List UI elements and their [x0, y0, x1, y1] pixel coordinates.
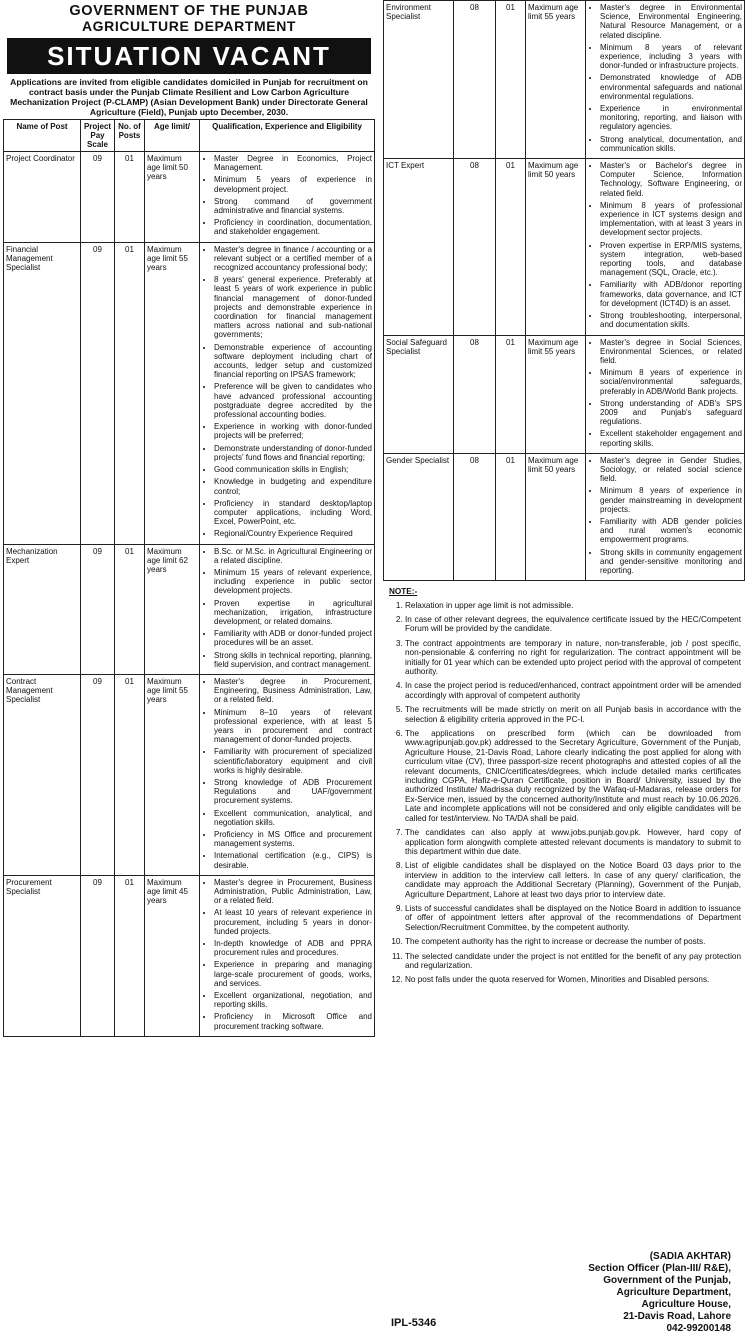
- qualification-item: • Preference will be given to candidates who have advanced professional accounting postgraduate degree accredited by the professional accounting bodies.: [214, 382, 372, 419]
- age-limit: Maximum age limit 62 years: [145, 544, 200, 674]
- qualification-item: • Master's degree in Gender Studies, Sociology, or related social science field.: [600, 456, 742, 484]
- post-count: 01: [496, 1, 526, 159]
- qualification-item: • Strong understanding of ADB's SPS 2009 and Punjab's safeguard regulations.: [600, 399, 742, 427]
- qualification-item: • Demonstrate understanding of donor-funded projects' fund flows and financial reporting;: [214, 444, 372, 462]
- qualification-list: [588, 338, 742, 448]
- age-limit: Maximum age limit 55 years: [526, 335, 586, 453]
- post-count: 01: [115, 674, 145, 875]
- signatory-name: (SADIA AKHTAR): [649, 1251, 731, 1262]
- left-column: [3, 0, 375, 1339]
- qualification-item: • Master Degree in Economics, Project Management.: [214, 154, 372, 172]
- ipl-number: IPL-5346: [391, 1317, 437, 1329]
- qualification-item: • Familiarity with ADB/donor reporting frameworks, data governance, and ICT for development (ICT4D) is an asset.: [600, 280, 742, 308]
- post-name: Contract Management Specialist: [4, 674, 81, 875]
- post-name: Gender Specialist: [384, 453, 454, 580]
- qualification-item: • Experience in preparing and managing large-scale procurement of goods, works, and services.: [214, 960, 372, 988]
- qualification-list: [202, 878, 372, 1031]
- qualification-item: • Familiarity with ADB gender policies and rural women's economic empowerment programs.: [600, 517, 742, 545]
- age-limit: Maximum age limit 50 years: [145, 152, 200, 243]
- note-item: 9. Lists of successful candidates shall be displayed on the Notice Board in addition to issuance of offer of appointment letters after approval of the recommendations of Department Selection/Recruitment Committee, by the competent authority.: [405, 904, 741, 932]
- post-name: Environment Specialist: [384, 1, 454, 159]
- qualification-item: • 8 years' general experience. Preferably at least 5 years of work experience in public financial management of donor-funded projects and demonstrable experience in coordination for financial management matters across national and sub-national governments;: [214, 275, 372, 339]
- qualification-item: • Excellent communication, analytical, and negotiation skills.: [214, 809, 372, 827]
- qualification-item: • Minimum 8 years of professional experience in ICT systems design and implementation, with at least 3 years in development sector projects.: [600, 201, 742, 238]
- col-header-qualification: Qualification, Experience and Eligibility: [200, 120, 375, 152]
- qualification-item: • Experience in environmental monitoring, reporting, and liaison with regulatory agencies.: [600, 104, 742, 132]
- qualification-list: [202, 677, 372, 870]
- table-row: [384, 335, 745, 453]
- government-title: GOVERNMENT OF THE PUNJAB: [69, 3, 309, 19]
- right-column: [383, 0, 745, 1339]
- post-count: 01: [496, 453, 526, 580]
- post-name: Mechanization Expert: [4, 544, 81, 674]
- qualification-item: • Master's degree in Social Sciences, Environmental Sciences, or related field.: [600, 338, 742, 366]
- notes-list: [387, 601, 741, 985]
- age-limit: Maximum age limit 55 years: [145, 242, 200, 544]
- post-count: 01: [115, 875, 145, 1036]
- pay-scale: 09: [81, 152, 115, 243]
- qualification-cell: [200, 674, 375, 875]
- qualification-item: • Minimum 8 years of experience in social/environmental safeguards, preferably in ADB/World Bank projects.: [600, 368, 742, 396]
- note-item: 6. The applications on prescribed form (which can be downloaded from www.agripunjab.gov.pk) addressed to the Secretary Agriculture, Government of the Punjab, Agriculture House, 21-Davis Road, Lahore clearly indicating the post applied for along with curriculum vitae (CV), three passport-size recent photographs and attested copies of all the relevant documents, CNIC/certificates/degrees, which include detailed marks certificates including CGPA, Hafiz-e-Quran Certificate, position in Board/ University, issued by the authorized Institute/ Madrissa duly recognized by the Wafaq-ul-Madaras, release orders for Ex-Service men, issued by the concerned authority/Institute and must reach by 10.06.2026. Late and incomplete applications will not be considered and only eligible candidates will be called for test/interview. No TA/DA shall be paid.: [405, 729, 741, 823]
- signatory-address: 21-Davis Road, Lahore: [623, 1311, 731, 1322]
- col-header-name: Name of Post: [4, 120, 81, 152]
- qualification-cell: [586, 159, 745, 335]
- signatory-building: Agriculture House,: [641, 1299, 731, 1310]
- qualification-item: • Proficiency in Microsoft Office and procurement tracking software.: [214, 1012, 372, 1030]
- post-name: Social Safeguard Specialist: [384, 335, 454, 453]
- qualification-item: • In-depth knowledge of ADB and PPRA procurement rules and procedures.: [214, 939, 372, 957]
- qualification-cell: [586, 335, 745, 453]
- qualification-item: • Knowledge in budgeting and expenditure control;: [214, 477, 372, 495]
- qualification-cell: [200, 242, 375, 544]
- qualification-list: [588, 161, 742, 329]
- qualification-cell: [200, 875, 375, 1036]
- post-name: Procurement Specialist: [4, 875, 81, 1036]
- posts-table-left: [3, 119, 375, 1037]
- signatory-phone: 042-99200148: [666, 1323, 731, 1334]
- qualification-item: • B.Sc. or M.Sc. in Agricultural Engineering or a related discipline.: [214, 547, 372, 565]
- note-item: 10. The competent authority has the right to increase or decrease the number of posts.: [405, 937, 741, 946]
- qualification-item: • Proven expertise in ERP/MIS systems, system integration, web-based reporting tools, and database management (SQL, Oracle, etc.).: [600, 241, 742, 278]
- qualification-list: [202, 547, 372, 669]
- notes-title: NOTE:-: [389, 587, 418, 597]
- post-count: 01: [496, 159, 526, 335]
- qualification-item: • Proficiency in coordination, documentation, and stakeholder engagement.: [214, 218, 372, 236]
- signatory-department: Agriculture Department,: [616, 1287, 731, 1298]
- intro-text: Applications are invited from eligible candidates domiciled in Punjab for recruitment on contract basis under the Punjab Climate Resilient and Low Carbon Agriculture Mechanization Project (P-CLAMP) (Asian Development Bank) under Directorate General Agriculture (Field), Punjab upto December, 2030.: [10, 77, 368, 117]
- qualification-item: • At least 10 years of relevant experience in procurement, including 5 years in donor-funded projects.: [214, 908, 372, 936]
- situation-vacant-banner: SITUATION VACANT: [7, 38, 371, 74]
- table-row: [384, 159, 745, 335]
- qualification-list: [202, 154, 372, 237]
- age-limit: Maximum age limit 55 years: [145, 674, 200, 875]
- qualification-item: • Excellent organizational, negotiation, and reporting skills.: [214, 991, 372, 1009]
- qualification-item: • Demonstrated knowledge of ADB environmental safeguards and national environmental regulations.: [600, 73, 742, 101]
- note-item: 7. The candidates can also apply at www.jobs.punjab.gov.pk. However, hard copy of application form alongwith complete attested relevant documents is mandatory to submit to this department within due date.: [405, 828, 741, 856]
- note-item: 4. In case the project period is reduced/enhanced, contract appointment order will be amended accordingly with approval of competent authority: [405, 681, 741, 700]
- qualification-list: [202, 245, 372, 539]
- signatory-designation: Section Officer (Plan-III/ R&E),: [588, 1263, 731, 1274]
- age-limit: Maximum age limit 50 years: [526, 159, 586, 335]
- post-count: 01: [496, 335, 526, 453]
- post-name: ICT Expert: [384, 159, 454, 335]
- note-item: 2. In case of other relevant degrees, the equivalence certificate issued by the HEC/Competent Forum will be provided by the candidate.: [405, 615, 741, 634]
- qualification-list: [588, 3, 742, 153]
- qualification-list: [588, 456, 742, 575]
- note-item: 5. The recruitments will be made strictly on merit on all Punjab basis in accordance with the selection & eligibility criteria approved in the PC-I.: [405, 705, 741, 724]
- note-item: 12. No post falls under the quota reserved for Women, Minorities and Disabled persons.: [405, 975, 741, 984]
- qualification-item: • Minimum 8 years of experience in gender mainstreaming in development projects.: [600, 486, 742, 514]
- col-header-age: Age limit/: [145, 120, 200, 152]
- table-row: [4, 544, 375, 674]
- qualification-cell: [200, 544, 375, 674]
- qualification-item: • Experience in working with donor-funded projects will be preferred;: [214, 422, 372, 440]
- col-header-posts: No. of Posts: [115, 120, 145, 152]
- post-name: Financial Management Specialist: [4, 242, 81, 544]
- qualification-item: • Strong skills in community engagement and gender-sensitive monitoring and reporting.: [600, 548, 742, 576]
- col-header-scale: Project Pay Scale: [81, 120, 115, 152]
- qualification-item: • Strong skills in technical reporting, planning, field supervision, and contract management.: [214, 651, 372, 669]
- note-item: 3. The contract appointments are temporary in nature, non-transferable, job / post specific, non-pensionable & conferring no right for regularization. The contract appointment will be initially for 01 year which can be extended upto project period with the approval of competent authority.: [405, 639, 741, 677]
- table-row: [384, 1, 745, 159]
- signatory-government: Government of the Punjab,: [603, 1275, 731, 1286]
- table-row: [4, 242, 375, 544]
- pay-scale: 08: [454, 453, 496, 580]
- qualification-item: • International certification (e.g., CIPS) is desirable.: [214, 851, 372, 869]
- qualification-item: • Strong analytical, documentation, and communication skills.: [600, 135, 742, 153]
- age-limit: Maximum age limit 50 years: [526, 453, 586, 580]
- post-count: 01: [115, 242, 145, 544]
- qualification-cell: [200, 152, 375, 243]
- pay-scale: 08: [454, 1, 496, 159]
- signature-block: [588, 1251, 739, 1335]
- qualification-item: • Minimum 15 years of relevant experience, including experience in public sector development projects.: [214, 568, 372, 596]
- qualification-item: • Minimum 5 years of experience in development project.: [214, 175, 372, 193]
- table-row: [4, 875, 375, 1036]
- post-name: Project Coordinator: [4, 152, 81, 243]
- qualification-cell: [586, 1, 745, 159]
- age-limit: Maximum age limit 45 years: [145, 875, 200, 1036]
- qualification-item: • Proven expertise in agricultural mechanization, irrigation, infrastructure development, or related domains.: [214, 599, 372, 627]
- table-row: [384, 453, 745, 580]
- qualification-item: • Excellent stakeholder engagement and reporting skills.: [600, 429, 742, 447]
- posts-table-right: [383, 0, 745, 581]
- qualification-item: • Master's degree in Environmental Science, Environmental Engineering, Natural Resource Management, or a related discipline.: [600, 3, 742, 40]
- qualification-item: • Familiarity with ADB or donor-funded project procedures will be an asset.: [214, 629, 372, 647]
- pay-scale: 09: [81, 674, 115, 875]
- qualification-item: • Regional/Country Experience Required: [214, 529, 372, 538]
- qualification-cell: [586, 453, 745, 580]
- qualification-item: • Strong knowledge of ADB Procurement Regulations and UAF/government procurement systems.: [214, 778, 372, 806]
- post-count: 01: [115, 152, 145, 243]
- qualification-item: • Proficiency in standard desktop/laptop computer applications, including Word, Excel, PowerPoint, etc.: [214, 499, 372, 527]
- qualification-item: • Proficiency in MS Office and procurement management systems.: [214, 830, 372, 848]
- department-title: AGRICULTURE DEPARTMENT: [81, 18, 297, 34]
- pay-scale: 09: [81, 242, 115, 544]
- qualification-item: • Strong troubleshooting, interpersonal, and documentation skills.: [600, 311, 742, 329]
- pay-scale: 09: [81, 544, 115, 674]
- pay-scale: 09: [81, 875, 115, 1036]
- qualification-item: • Minimum 8 years of relevant experience, including 3 years with donor-funded or infrastructure projects.: [600, 43, 742, 71]
- age-limit: Maximum age limit 55 years: [526, 1, 586, 159]
- post-count: 01: [115, 544, 145, 674]
- qualification-item: • Demonstrable experience of accounting software deployment including chart of accounts, ledger setup and customized financial reporting on IPSAS framework;: [214, 343, 372, 380]
- qualification-item: • Minimum 8–10 years of relevant professional experience, with at least 5 years in procurement and contract management of donor-funded projects.: [214, 708, 372, 745]
- note-item: 11. The selected candidate under the project is not entitled for the benefit of any pay protection and regularization.: [405, 952, 741, 971]
- pay-scale: 08: [454, 335, 496, 453]
- qualification-item: • Strong command of government administrative and financial systems.: [214, 197, 372, 215]
- notes-section: [383, 581, 745, 985]
- qualification-item: • Master's or Bachelor's degree in Computer Science, Information Technology, Software Engineering, or related field.: [600, 161, 742, 198]
- note-item: 8. List of eligible candidates shall be displayed on the Notice Board 03 days prior to the interview in addition to the interview call letters. In case of any query/ clarification, the candidate may approach the Additional Secretary (Planning), Government of the Punjab, Agriculture Department, Lahore at least two days prior to interview date.: [405, 861, 741, 899]
- qualification-item: • Familiarity with procurement of specialized scientific/laboratory equipment and civil works is highly desirable.: [214, 747, 372, 775]
- qualification-item: • Master's degree in Procurement, Engineering, Business Administration, Law, or a related field.: [214, 677, 372, 705]
- table-row: [4, 152, 375, 243]
- qualification-item: • Master's degree in Procurement, Business Administration, Public Administration, Law, or a related field.: [214, 878, 372, 906]
- note-item: 1. Relaxation in upper age limit is not admissible.: [405, 601, 741, 610]
- table-row: [4, 674, 375, 875]
- qualification-item: • Good communication skills in English;: [214, 465, 372, 474]
- qualification-item: • Master's degree in finance / accounting or a relevant subject or a certified member of a recognized accountancy professional body;: [214, 245, 372, 273]
- pay-scale: 08: [454, 159, 496, 335]
